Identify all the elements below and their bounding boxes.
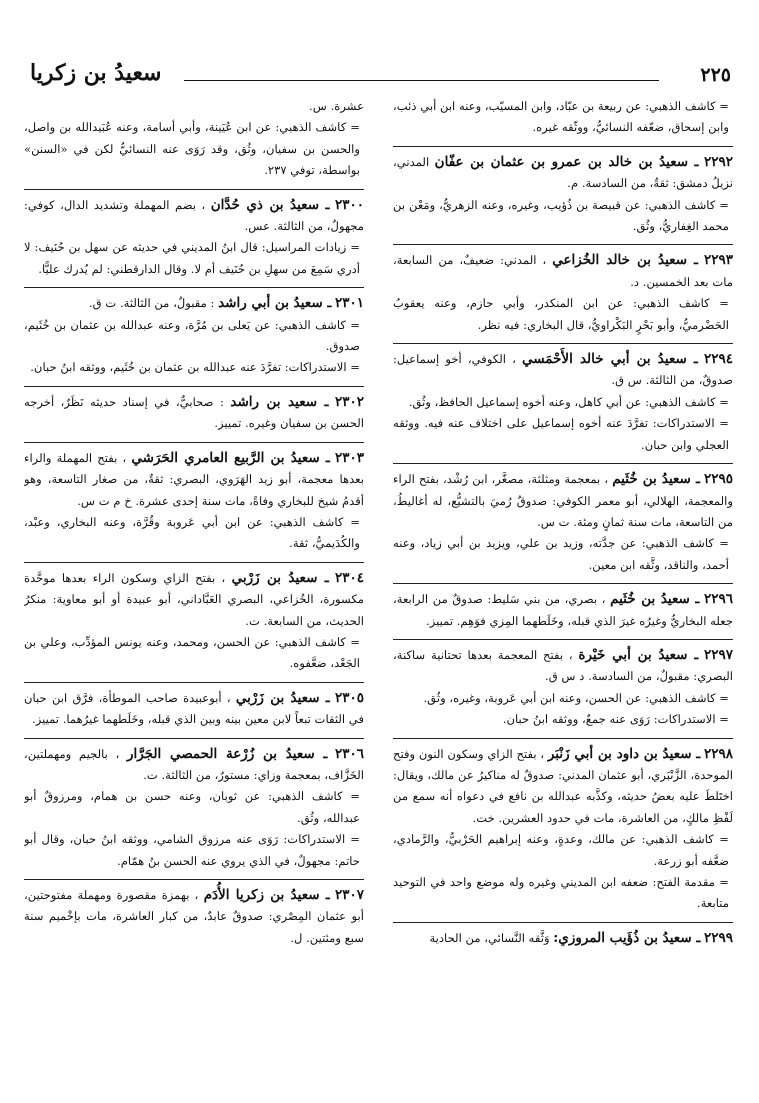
narrator-name: ـ سعيدُ بن خُثَيم — [612, 471, 700, 488]
source-note: = الاستدراكات: تفرَّدَ عنه أخوه إسماعيل على اختلاف عنه فيه. ووثقه العجلي وابن حبان. — [393, 416, 729, 452]
source-note: = كاشف الذهبي: عن يَعلى بن مُرَّة، وعنه عبدالله بن عثمان بن خُثَيم، صدوق. — [24, 317, 360, 354]
source-note: = مقدمة الفتح: ضعفه ابن المديني وغيره وله موضع واحد في التوحيد متابعة. — [393, 875, 729, 911]
entry-divider — [393, 639, 733, 640]
entry-divider — [24, 386, 364, 387]
narrator-name: ـ سعيدُ بن أبي خَيْرة — [578, 646, 699, 663]
entry-text: المدني، نزيلُ دمشق: ثقةٌ، من السادسة. م. — [393, 154, 733, 191]
entry-divider — [24, 682, 364, 683]
source-note: = كاشف الذهبي: عن ابن المنكدر، وأبي حازم، وعنه يعقوبُ الحَضْرميُّ، وأبو بَحْرٍ البَكْراويُّ، قال البخاري: فيه نظر. — [393, 296, 729, 332]
entry-text: وَثَّقه النَّسائي، من الحادية — [429, 930, 550, 945]
source-note: = كاشف الذهبي: عن الحسن، وعنه ابن أبي عَروبة، وغيره، وثُق. — [423, 690, 729, 705]
biography-entry — [393, 589, 733, 632]
entry-divider — [393, 738, 733, 739]
entry-divider — [24, 442, 364, 443]
narrator-name: ـ سعيدُ بن أبي خالد الأَحْمَسي — [521, 351, 698, 368]
entry-text: ، بمعجمة ومثلثة، مصغَّر، ابن رُشْد، بفتح الراء والمعجمة، الهلالي، أبو معمر الكوفي: صدوقٌ رُميَ بالتشيُّع، له أغاليطُ، من التاسعة، مات سنة ثمانٍ ومئة. ت س. — [393, 472, 733, 529]
biography-entry — [24, 392, 364, 435]
source-note: = الاستدراكات: رَوَى عنه مرزوق الشامي، ووثقه ابنُ حبان، وقال أبو حاتم: مجهولٌ، في الذي يروي عنه الحسن بنُ همّام. — [24, 832, 360, 868]
entry-text: ، الكوفي، أخو إسماعيل: صدوقٌ، من الثالثة. س ق. — [393, 352, 733, 388]
entry-number: ٢٢٩٩ — [703, 929, 733, 946]
entry-divider — [24, 287, 364, 288]
biography-entry — [24, 195, 364, 238]
biography-entry — [393, 744, 733, 830]
biography-entry — [24, 448, 364, 512]
entry-divider — [393, 583, 733, 584]
entry-number: ٢٣٠٧ — [335, 887, 364, 903]
entry-number: ٢٢٩٧ — [703, 646, 733, 663]
entry-number: ٢٣٠٤ — [335, 569, 364, 586]
entry-number: ٢٣٠٣ — [334, 449, 364, 466]
entry-text: : صحابيٌّ، في إسناد حديثه نَظَرٌ، أخرجه الحسن بن سفيان وغيره. تمييز. — [24, 394, 364, 431]
entry-text: ، بهمزة مقصورة ومهملة مفتوحتين، أبو عثمان المِصْري: صدوقٌ عابدٌ، من كبار العاشرة، مات بإخْميم سنة سبع ومئتين. ل. — [24, 888, 364, 945]
source-note: = الاستدراكات: تفرَّدَ عنه عبدالله بن عثمان بن خُثَيم، ووثقه ابنُ حبان. — [30, 360, 360, 375]
narrator-name: ـ سعيدُ بن ذي حُدَّان — [210, 196, 330, 213]
source-note: = كاشف الذهبي: عن أبي كاهل، وعنه أخوه إسماعيل الحافظ، وثُق. — [408, 394, 729, 409]
entry-divider — [393, 343, 733, 344]
biography-entry — [24, 568, 364, 632]
source-note: = كاشف الذهبي: عن مالك، وعدةٍ، وعنه إبراهيم الحَرْبيُّ، والرَّمادي، ضعَّفه أبو زرعة. — [393, 832, 729, 868]
source-note: = كاشف الذهبي: عن قبيصة بن ذُؤيب، وغيره، وعنه الزهريُّ، ومَعْن بن محمد الغِفاريُّ، وثُق. — [393, 197, 729, 234]
entry-number: ٢٢٩٣ — [703, 252, 733, 269]
entry-text: ، بفتح الزاي وسكون الراء بعدها موحَّدة مكسورة، الخُزاعي، البصري العَبَّاداني، أبو عبيدة أو أبو معاوية: منكرُ الحديث، من السابعة. ت. — [24, 570, 364, 628]
continued-text: عشرة. س. — [309, 99, 364, 113]
entry-text: ، بصري، من بني سَليط: صدوقٌ من الرابعة، جعله البخاريُّ وغيرُه غيرَ الذي قبله، وخَلَطهما المِزي فوَهِم. تمييز. — [393, 592, 733, 628]
entry-text: ، المدني: ضعيفٌ، من السابعة، مات بعد الخمسين. د. — [393, 253, 733, 289]
entry-text: ، أبوعبيدة صاحب الموطأة، فرَّق ابن حبان في الثقات تبعاً لابن معين بينه وبين الذي قبله، وخَلَطهما غيرُهما. تمييز. — [24, 690, 364, 727]
narrator-name: ـ سعيدُ بن خالد الخُزاعي — [552, 252, 698, 269]
narrator-name: ـ سعيدُ بن الرَّبيع العامري الحَرَشي — [131, 449, 330, 466]
narrator-name: ـ سعيد بن راشد — [230, 393, 329, 410]
entry-text: ، بفتح المهملة والراء بعدها معجمة، أبو زيد الهَرَوي، البصري: ثقةٌ، من صغار التاسعة، وهو أقدمُ شيخ للبخاري وفاةً، مات سنة إحدى عشرة. خ م ت س. — [24, 450, 364, 508]
entry-number: ٢٢٩٨ — [703, 745, 733, 762]
entry-number: ٢٢٩٦ — [704, 591, 733, 608]
entry-divider — [393, 463, 733, 464]
entry-number: ٢٣٠٦ — [334, 745, 364, 762]
source-note: = كاشف الذهبي: عن ثوبان، وعنه حسن بن همام، ومرزوقٌ أبو عبدالله، وثُق. — [24, 789, 360, 825]
entry-divider — [24, 562, 364, 563]
source-note: = كاشف الذهبي: عن ابن عُيَينة، وأبي أسامة، وعنه عُبَيدالله بن واصل، والحسن بن سفيان، وثُق، وقد رَوَى عنه النسائيُّ لكن في «السنن» بواسطة، توفي ٢٣٧. — [24, 120, 360, 178]
narrator-name: ـ سعيدُ بن زُرْعة الحمصي الجَرَّار — [126, 745, 328, 762]
source-note: = كاشف الذهبي: عن جدَّته، وزيد بن علي، ويزيد بن أبي زياد، وعنه أحمد، والناقد، وثَّقه ابن معين. — [393, 536, 729, 572]
entry-divider — [393, 244, 733, 245]
biography-entry — [393, 250, 733, 293]
entry-divider — [24, 189, 364, 190]
page-header — [24, 58, 735, 92]
running-title: سعيدُ بن زكريا — [30, 60, 162, 86]
entry-number: ٢٣٠٥ — [335, 689, 364, 706]
entry-number: ٢٢٩٢ — [704, 153, 733, 170]
page-number: ٢٢٥ — [700, 64, 731, 86]
source-note: = الاستدراكات: رَوَى عنه جمعٌ، ووثقه ابنُ حبان. — [502, 712, 729, 727]
narrator-name: ـ سعيدُ بن زَرْبي — [235, 689, 330, 706]
narrator-name: ـ سعيدُ بن زكريا الأُدَم — [203, 887, 330, 903]
source-note: = كاشف الذهبي: عن الحسن، ومحمد، وعنه يونس المؤدِّب، وعلي بن الجَعْد، ضعَّفوه. — [24, 634, 360, 671]
entry-divider — [393, 146, 733, 147]
entry-text: ، بضم المهملة وتشديد الدال، كوفي: مجهولٌ، من الثالثة. عس. — [24, 197, 364, 234]
entry-number: ٢٢٩٥ — [703, 471, 733, 488]
right-column — [393, 96, 733, 1086]
narrator-name: ـ سعيدُ بن خُثَيم — [610, 591, 700, 608]
entry-text: ، بالجيم ومهملتين، الخَزَّاف، بمعجمة وزاي: مستورٌ، من الثالثة. ت. — [24, 746, 364, 782]
header-rule — [184, 80, 659, 81]
entry-number: ٢٣٠٠ — [335, 196, 364, 213]
narrator-name: ـ سعيدُ بن زَرْبي — [231, 569, 329, 586]
entry-divider — [393, 922, 733, 923]
source-note: = كاشف الذهبي: عن ربيعة بن عبّاد، وابن المسيّب، وعنه ابن أبي ذئب، وابن إسحاق، ضعّفه النسائيُّ، ووثّقه غيره. — [393, 99, 729, 135]
entry-number: ٢٣٠١ — [334, 295, 364, 312]
biography-entry — [393, 928, 733, 949]
source-note: = كاشف الذهبي: عن ابن أبي عَروبة وقُرَّة، وعنه البخاري، وعبْد، والكُدَيميُّ، ثقة. — [24, 514, 360, 551]
biography-entry — [24, 293, 364, 314]
entry-text: ، بفتح الزاي وسكون النون وفتح الموحدة، الزَّنْبَري، أبو عثمان المدني: صدوقٌ له مناكيرُ عن مالك، ويقال: اختَلطَ عليه بعضُ حديثه، وكذَّبه عبدالله بن نافع في دعواه أنه سمع من لَفْظِ مالكٍ، من العاشرة، مات في حدود العشرين. خت. — [393, 746, 733, 825]
source-note: = زيادات المراسيل: قال ابنُ المديني في حديثه عن سهل بن حُنَيف: لا أدري سَمِعَ من سهلِ بن حُنَيف أم لا. وقال الدارقطني: لم يُدرك عليًّا. — [24, 240, 360, 276]
biography-entry — [24, 688, 364, 731]
biography-entry — [393, 152, 733, 195]
entry-text: : مقبولٌ، من الثالثة. ت ق. — [88, 296, 215, 311]
narrator-name: ـ سعيدُ بن أبي راشد — [218, 295, 332, 312]
narrator-name: ـ سعيدُ بن داود بن أبي زَنْبَر — [547, 745, 701, 762]
biography-entry — [24, 885, 364, 949]
entry-text: ، بفتح المعجمة بعدها تحتانية ساكنة، البصري: مقبولٌ، من السادسة. د س ق. — [393, 647, 733, 684]
entry-divider — [24, 738, 364, 739]
entry-divider — [24, 879, 364, 880]
narrator-name: ـ سعيدُ بن ذُؤَيب المروزي: — [553, 929, 701, 946]
entry-number: ٢٣٠٢ — [334, 393, 364, 410]
biography-entry — [24, 744, 364, 787]
left-column — [24, 96, 364, 1086]
biography-entry — [393, 349, 733, 392]
biography-entry — [393, 469, 733, 533]
narrator-name: ـ سعيدُ بن خالد بن عمرو بن عثمان بن عفّان — [434, 153, 699, 170]
entry-number: ٢٢٩٤ — [704, 351, 733, 368]
biography-entry — [393, 645, 733, 688]
